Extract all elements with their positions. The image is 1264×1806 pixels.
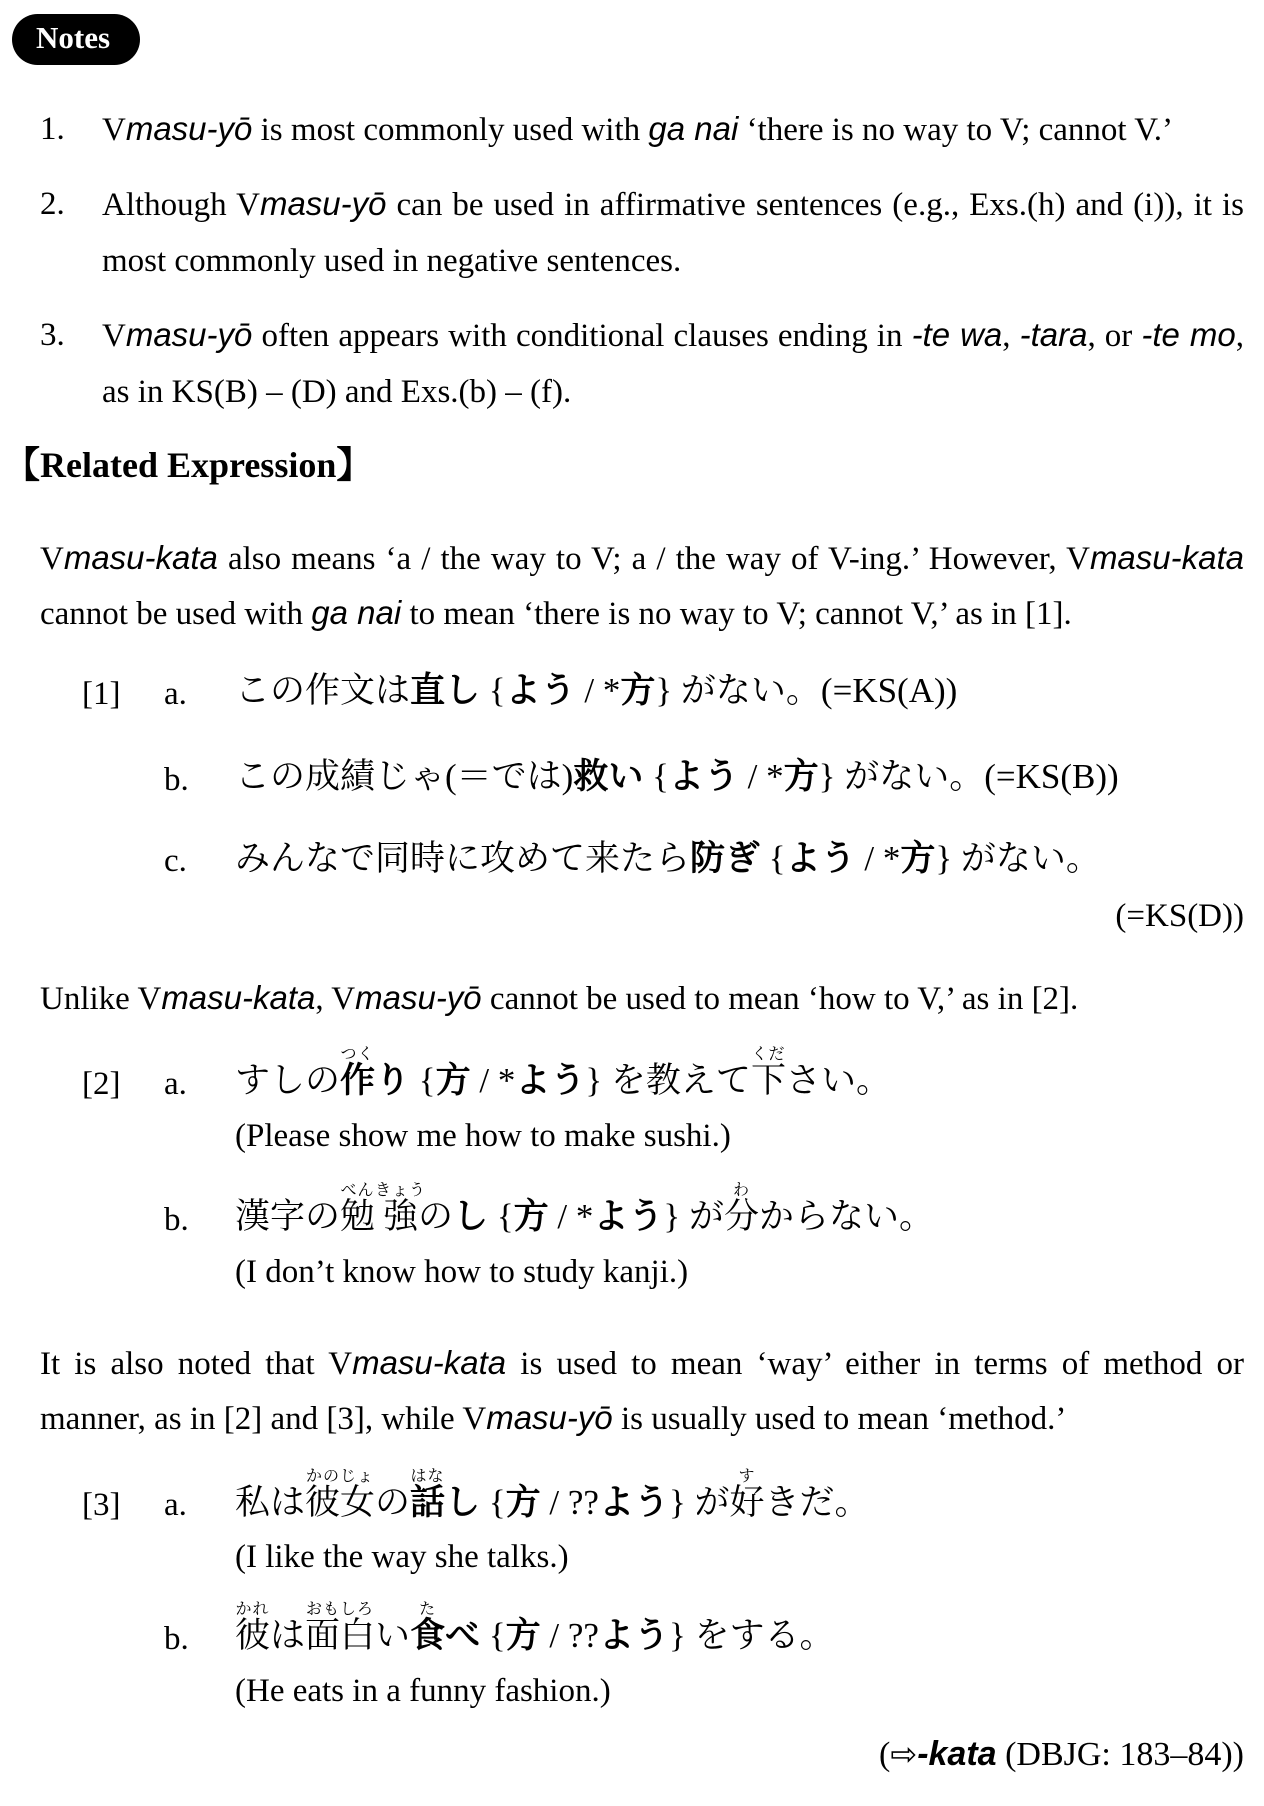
cross-reference-line bbox=[40, 1735, 1244, 1774]
notes-badge-label: Notes bbox=[36, 20, 111, 55]
japanese-sentence bbox=[235, 669, 957, 713]
text-segment: 方 bbox=[505, 1482, 541, 1522]
text-segment: cannot be used to mean ‘how to V,’ as in [2]. bbox=[481, 981, 1079, 1018]
text-segment: is most commonly used with bbox=[252, 112, 649, 148]
text-segment: } が bbox=[668, 1482, 730, 1522]
text-segment: } をする。 bbox=[668, 1616, 835, 1656]
text-segment: 私は bbox=[235, 1482, 306, 1522]
text-segment: to mean ‘there is no way to V; cannot V,’ as in [1]. bbox=[401, 596, 1072, 633]
note-number: 1. bbox=[40, 111, 65, 147]
paragraph bbox=[40, 531, 1244, 641]
ruby-annotated-text: 下くだ bbox=[750, 1046, 786, 1101]
text-segment: { bbox=[643, 756, 669, 796]
text-segment: この成績じゃ(＝では) bbox=[235, 756, 574, 796]
ruby-annotated-text: 彼女かのじょ bbox=[305, 1467, 376, 1522]
example-row bbox=[40, 1601, 1244, 1658]
text-segment: 漢字の bbox=[235, 1197, 341, 1237]
text-segment: / * bbox=[855, 838, 901, 878]
cross-reference-arrow-icon: ⇨ bbox=[890, 1736, 918, 1772]
text-segment: 方 bbox=[505, 1616, 541, 1656]
text-segment: Although V bbox=[102, 187, 260, 223]
japanese-sentence bbox=[235, 837, 1101, 881]
text-segment: { bbox=[488, 1197, 514, 1237]
text-segment: masu-kata bbox=[161, 979, 316, 1017]
text-segment: also means ‘a / the way to V; a / the way of V-ing.’ However, V bbox=[217, 541, 1090, 578]
text-segment: { bbox=[480, 1482, 506, 1522]
text-segment: きだ。 bbox=[764, 1482, 870, 1522]
note-text bbox=[102, 307, 1244, 420]
paragraph bbox=[40, 1336, 1244, 1446]
text-segment: -te wa bbox=[911, 316, 1003, 353]
text-segment: V bbox=[40, 541, 64, 578]
text-segment: } を教えて bbox=[585, 1061, 751, 1101]
text-segment: 防ぎ bbox=[690, 838, 761, 878]
example-letter: c. bbox=[164, 843, 187, 880]
text-segment: よう bbox=[598, 1616, 669, 1656]
text-segment: / * bbox=[470, 1061, 516, 1101]
cross-reference-pages: (DBJG: 183–84)) bbox=[996, 1736, 1244, 1773]
example-row bbox=[40, 1468, 1244, 1525]
japanese-sentence bbox=[235, 1046, 891, 1103]
text-segment: masu-kata bbox=[1089, 539, 1244, 577]
text-segment: 方 bbox=[620, 671, 656, 711]
text-segment: -te mo bbox=[1141, 316, 1236, 353]
text-segment: (=KS(B)) bbox=[984, 756, 1119, 796]
japanese-sentence bbox=[235, 1601, 835, 1658]
english-translation: (Please show me how to make sushi.) bbox=[235, 1118, 731, 1155]
example-number: [3] bbox=[82, 1487, 121, 1524]
text-segment: からない。 bbox=[758, 1197, 934, 1237]
ruby-annotated-text: 好す bbox=[729, 1467, 765, 1522]
text-segment: の bbox=[418, 1197, 454, 1237]
note-number: 3. bbox=[40, 317, 65, 353]
text-segment: often appears with conditional clauses ending in bbox=[252, 318, 912, 354]
text-segment: の bbox=[375, 1482, 411, 1522]
example-number: [1] bbox=[82, 675, 121, 712]
text-segment: し bbox=[445, 1482, 481, 1522]
ruby-annotated-text: 彼かれ bbox=[235, 1601, 271, 1656]
text-segment: masu-yō bbox=[259, 185, 387, 222]
ruby-annotated-text: 食た bbox=[410, 1601, 446, 1656]
example-letter: a. bbox=[164, 675, 187, 712]
text-segment: { bbox=[480, 1616, 506, 1656]
text-segment: ga nai bbox=[311, 594, 402, 632]
text-segment: / ?? bbox=[540, 1616, 599, 1656]
notes-list bbox=[40, 101, 1244, 420]
open-paren: ( bbox=[879, 1736, 891, 1773]
text-segment: } がない。 bbox=[655, 671, 821, 711]
text-segment: 方 bbox=[513, 1197, 549, 1237]
text-segment: 直し bbox=[410, 671, 481, 711]
text-segment: / * bbox=[548, 1197, 594, 1237]
text-segment: べ bbox=[445, 1616, 481, 1656]
text-segment: よう bbox=[785, 838, 856, 878]
text-segment: / ?? bbox=[540, 1482, 599, 1522]
text-segment: can be used in affirmative sentences (e.g., Exs.(h) and (i)), it is most commonly used in negative sentences. bbox=[102, 187, 1244, 279]
text-segment: よう bbox=[668, 756, 739, 796]
text-segment: 方 bbox=[783, 756, 819, 796]
text-segment: よう bbox=[598, 1482, 669, 1522]
text-segment: masu-yō bbox=[486, 1398, 613, 1436]
text-segment: よう bbox=[515, 1061, 586, 1101]
text-segment: masu-yō bbox=[125, 110, 253, 147]
text-segment: ga nai bbox=[648, 110, 739, 147]
text-segment: よう bbox=[505, 671, 576, 711]
japanese-sentence bbox=[235, 1468, 870, 1525]
text-segment: この作文は bbox=[235, 671, 411, 711]
example-row bbox=[40, 837, 1244, 881]
text-segment: し bbox=[453, 1197, 489, 1237]
text-segment: すしの bbox=[235, 1061, 341, 1101]
example-letter: a. bbox=[164, 1066, 187, 1103]
text-segment: は bbox=[270, 1616, 306, 1656]
ruby-annotated-text: 勉べん bbox=[340, 1182, 376, 1237]
example-letter: a. bbox=[164, 1487, 187, 1524]
text-segment: { bbox=[760, 838, 786, 878]
english-translation: (He eats in a funny fashion.) bbox=[235, 1673, 611, 1710]
text-segment: みんなで同時に攻めて来たら bbox=[235, 838, 691, 878]
example-block-3 bbox=[40, 1468, 1244, 1713]
text-segment: , bbox=[1002, 318, 1020, 354]
text-segment: cannot be used with bbox=[40, 596, 312, 633]
text-segment: } がない。 bbox=[935, 838, 1101, 878]
text-segment: よう bbox=[593, 1197, 664, 1237]
text-segment: is usually used to mean ‘method.’ bbox=[612, 1400, 1067, 1437]
text-segment: , as in KS(B) – (D) and Exs.(b) – (f). bbox=[102, 318, 1244, 410]
cross-reference-term: -kata bbox=[917, 1735, 997, 1773]
text-segment: , or bbox=[1087, 318, 1142, 354]
text-segment: -tara bbox=[1019, 316, 1088, 353]
text-segment: (=KS(A)) bbox=[820, 671, 958, 711]
example-row bbox=[40, 669, 1244, 713]
text-segment: masu-kata bbox=[352, 1343, 507, 1381]
text-segment: ‘there is no way to V; cannot V.’ bbox=[738, 112, 1174, 148]
text-segment: It is also noted that V bbox=[40, 1345, 353, 1382]
example-letter: b. bbox=[164, 1621, 189, 1658]
example-block-2 bbox=[40, 1046, 1244, 1293]
example-row bbox=[40, 1182, 1244, 1239]
text-segment: 方 bbox=[435, 1061, 471, 1101]
text-segment: { bbox=[480, 671, 506, 711]
note-number: 2. bbox=[40, 186, 65, 222]
list-item bbox=[40, 307, 1244, 420]
text-segment: Unlike V bbox=[40, 981, 162, 1018]
note-text bbox=[102, 101, 1244, 158]
text-segment: masu-yō bbox=[355, 979, 482, 1017]
text-segment: V bbox=[102, 112, 126, 148]
text-segment: , V bbox=[315, 981, 356, 1018]
text-segment: 救い bbox=[573, 756, 644, 796]
text-segment: } がない。 bbox=[818, 756, 985, 796]
text-segment: さい。 bbox=[785, 1061, 891, 1101]
list-item bbox=[40, 176, 1244, 289]
ruby-annotated-text: 面白おもしろ bbox=[305, 1601, 376, 1656]
related-expression-heading: 【Related Expression】 bbox=[4, 445, 373, 485]
ruby-annotated-text: 話はな bbox=[410, 1467, 446, 1522]
japanese-sentence bbox=[235, 755, 1119, 799]
example-block-1 bbox=[40, 669, 1244, 935]
notes-section-badge bbox=[12, 14, 140, 65]
example-row bbox=[40, 755, 1244, 799]
japanese-sentence bbox=[235, 1182, 934, 1239]
text-segment: { bbox=[410, 1061, 436, 1101]
text-segment: V bbox=[102, 318, 126, 354]
ks-reference: (=KS(D)) bbox=[1115, 898, 1244, 935]
example-number: [2] bbox=[82, 1066, 121, 1103]
text-segment: / * bbox=[575, 671, 621, 711]
text-segment: } が bbox=[663, 1197, 724, 1237]
text-segment: い bbox=[375, 1616, 411, 1656]
english-translation: (I don’t know how to study kanji.) bbox=[235, 1253, 689, 1290]
ruby-annotated-text: 作つく bbox=[340, 1046, 376, 1101]
example-row bbox=[40, 1046, 1244, 1103]
english-translation: (I like the way she talks.) bbox=[235, 1539, 569, 1576]
text-segment: 方 bbox=[900, 838, 936, 878]
text-segment: masu-yō bbox=[125, 316, 253, 353]
ruby-annotated-text: 分わ bbox=[723, 1182, 759, 1237]
text-segment: masu-kata bbox=[63, 539, 218, 577]
example-letter: b. bbox=[164, 761, 189, 798]
paragraph bbox=[40, 971, 1244, 1026]
page-content bbox=[4, 14, 1244, 1774]
text-segment: / * bbox=[738, 756, 784, 796]
example-letter: b. bbox=[164, 1201, 189, 1238]
list-item bbox=[40, 101, 1244, 158]
text-segment: is used to mean ‘way’ either in terms of method or manner, as in [2] and [3], while V bbox=[40, 1345, 1244, 1437]
note-text bbox=[102, 176, 1244, 289]
text-segment: り bbox=[375, 1061, 411, 1101]
ruby-annotated-text: 強きょう bbox=[375, 1182, 427, 1237]
